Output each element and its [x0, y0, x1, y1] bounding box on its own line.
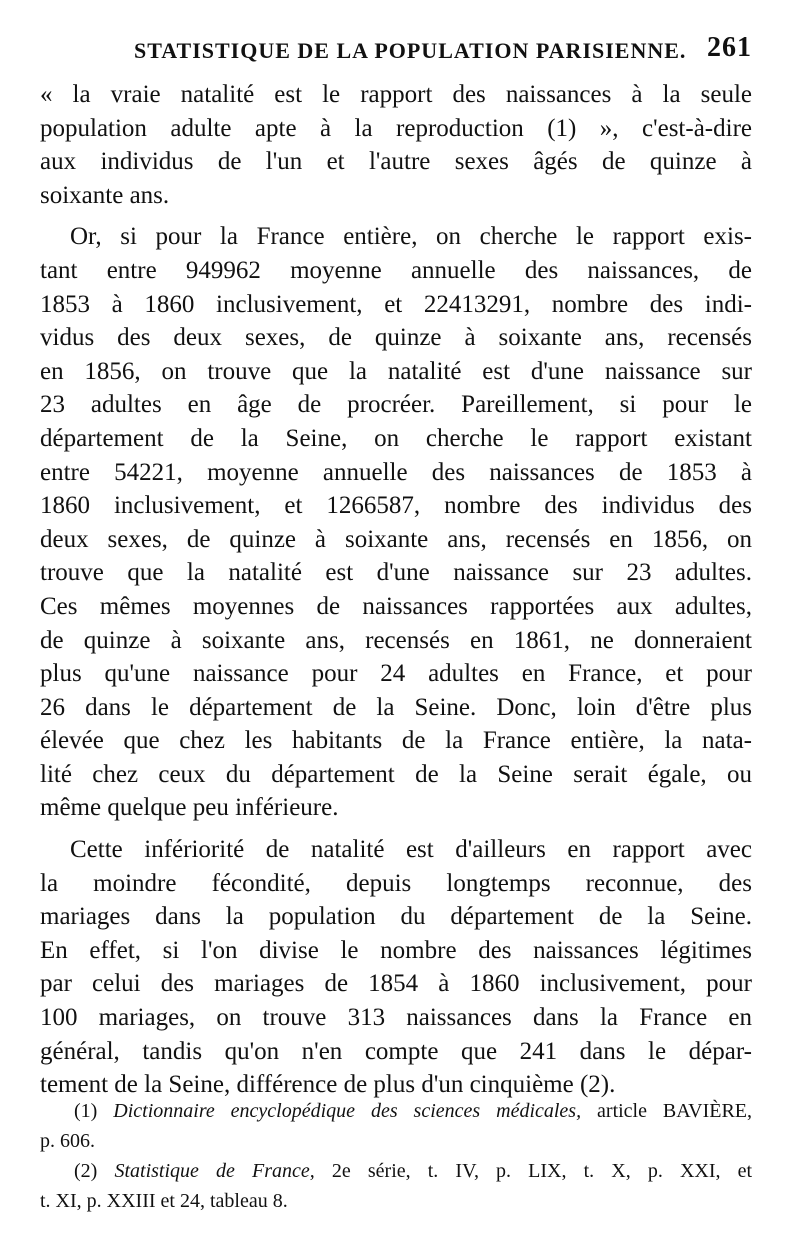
text-line: 23 adultes en âge de procréer. Pareillement, si pour le — [40, 391, 752, 419]
text-line: Or, si pour la France entière, on cherche le rapport exis- — [70, 223, 752, 251]
footnote-1-rest: article BAVIÈRE, — [597, 1100, 753, 1122]
text-line: la moindre fécondité, depuis longtemps reconnue, des — [40, 869, 752, 897]
footnote-2-title: Statistique de France, — [114, 1160, 315, 1182]
footnote-1-line-2: p. 606. — [40, 1130, 95, 1152]
text-line: mariages dans la population du département de la Seine. — [40, 903, 752, 931]
text-line: 100 mariages, on trouve 313 naissances dans la France en — [40, 1004, 752, 1032]
text-line: Ces mêmes moyennes de naissances rapportées aux adultes, — [40, 592, 752, 620]
footnote-2-line-1 — [40, 1156, 752, 1186]
text-line: deux sexes, de quinze à soixante ans, recensés en 1856, on — [40, 525, 752, 553]
text-line: Cette infériorité de natalité est d'ailleurs en rapport avec — [70, 836, 752, 864]
text-line: « la vraie natalité est le rapport des naissances à la seule — [40, 81, 752, 108]
paragraph — [40, 78, 752, 212]
body-text — [40, 78, 752, 1102]
running-title: STATISTIQUE DE LA POPULATION PARISIENNE. — [134, 38, 687, 63]
footnote-1-marker: (1) — [74, 1100, 98, 1122]
paragraph-spacer — [40, 825, 752, 833]
page-number: 261 — [707, 32, 752, 63]
paragraph — [40, 220, 752, 825]
text-line: population adulte apte à la reproduction (1) », c'est-à-dire — [40, 114, 752, 142]
text-line: entre 54221, moyenne annuelle des naissances de 1853 à — [40, 458, 752, 486]
text-line: même quelque peu inférieure. — [40, 794, 339, 822]
text-line: tant entre 949962 moyenne annuelle des naissances, de — [40, 256, 752, 284]
footnote-1-line-1 — [40, 1096, 752, 1126]
text-line: aux individus de l'un et l'autre sexes âgés de quinze à — [40, 148, 752, 176]
paragraph-spacer — [40, 212, 752, 220]
text-line: 1860 inclusivement, et 1266587, nombre des individus des — [40, 492, 752, 520]
text-line: de quinze à soixante ans, recensés en 1861, ne donneraient — [40, 626, 752, 654]
text-line: trouve que la natalité est d'une naissance sur 23 adultes. — [40, 559, 752, 587]
text-line: vidus des deux sexes, de quinze à soixante ans, recensés — [40, 324, 752, 352]
text-line: lité chez ceux du département de la Seine serait égale, ou — [40, 760, 752, 788]
text-line: élevée que chez les habitants de la France entière, la nata- — [40, 727, 752, 755]
text-line: plus qu'une naissance pour 24 adultes en France, et pour — [40, 660, 752, 688]
text-line: en 1856, on trouve que la natalité est d'une naissance sur — [40, 357, 752, 385]
text-line: En effet, si l'on divise le nombre des naissances légitimes — [40, 936, 752, 964]
footnotes — [40, 1096, 752, 1216]
footnote-2-rest: 2e série, t. IV, p. LIX, t. X, p. XXI, et — [331, 1160, 753, 1182]
page-header — [40, 32, 752, 70]
footnote-2-line-2: t. XI, p. XXIII et 24, tableau 8. — [40, 1190, 288, 1212]
text-line: général, tandis qu'on n'en compte que 241 dans le dépar- — [40, 1037, 752, 1065]
paragraph — [40, 833, 752, 1102]
text-line: 1853 à 1860 inclusivement, et 22413291, nombre des indi- — [40, 290, 752, 318]
text-line: département de la Seine, on cherche le rapport existant — [40, 424, 752, 452]
footnote-1-title: Dictionnaire encyclopédique des sciences médicales, — [113, 1100, 582, 1122]
text-line: par celui des mariages de 1854 à 1860 inclusivement, pour — [40, 970, 752, 998]
footnote-2-marker: (2) — [74, 1160, 98, 1182]
text-line: tement de la Seine, différence de plus d'un cinquième (2). — [40, 1071, 616, 1099]
text-line: soixante ans. — [40, 181, 170, 209]
text-line: 26 dans le département de la Seine. Donc, loin d'être plus — [40, 693, 752, 721]
